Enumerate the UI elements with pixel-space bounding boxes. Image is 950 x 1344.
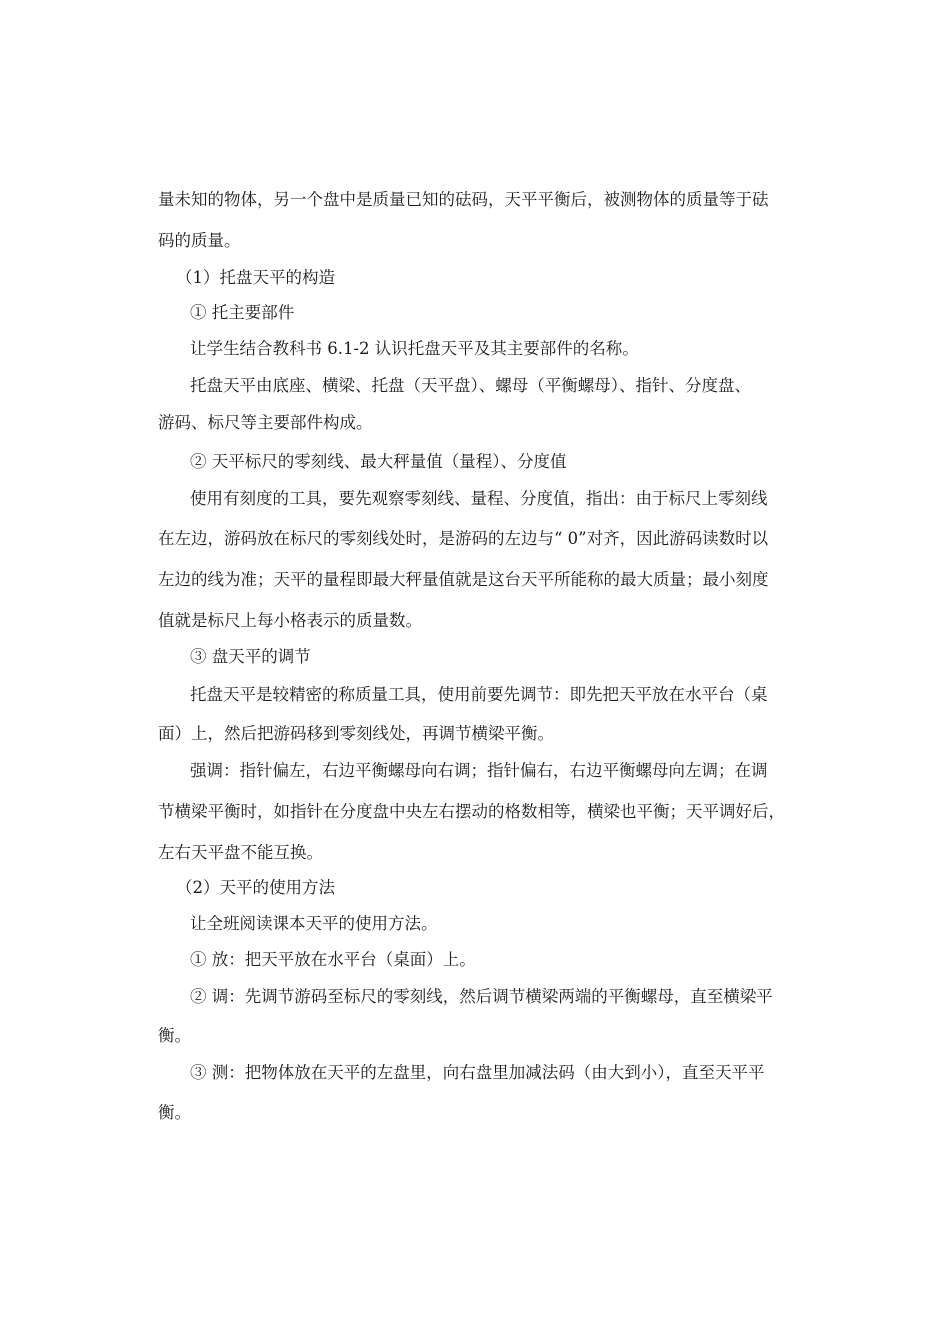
paragraph-line: 游码、标尺等主要部件构成。 <box>158 413 373 432</box>
paragraph-line: 左右天平盘不能互换。 <box>158 843 323 862</box>
paragraph-line: 量未知的物体，另一个盘中是质量已知的砝码，天平平衡后，被测物体的质量等于砝 <box>158 190 769 209</box>
subsection-heading: ② 天平标尺的零刻线、最大秤量值（量程）、分度值 <box>190 452 567 471</box>
paragraph-line: ① 放：把天平放在水平台（桌面）上。 <box>190 950 476 969</box>
paragraph-line: ② 调：先调节游码至标尺的零刻线，然后调节横梁两端的平衡螺母，直至横梁平 <box>190 987 773 1006</box>
paragraph-line: 托盘天平是较精密的称质量工具，使用前要先调节：即先把天平放在水平台（桌 <box>190 685 768 704</box>
paragraph-line: 衡。 <box>158 1103 191 1122</box>
subsection-heading: ① 托主要部件 <box>190 303 295 322</box>
paragraph-line: 值就是标尺上每小格表示的质量数。 <box>158 611 422 630</box>
section-heading: （1）托盘天平的构造 <box>176 268 335 287</box>
paragraph-line: 让全班阅读课本天平的使用方法。 <box>190 914 438 933</box>
paragraph-line: 使用有刻度的工具，要先观察零刻线、量程、分度值，指出：由于标尺上零刻线 <box>190 489 768 508</box>
paragraph-line: 节横梁平衡时，如指针在分度盘中央左右摆动的格数相等，横梁也平衡；天平调好后， <box>158 802 785 821</box>
paragraph-line: 衡。 <box>158 1026 191 1045</box>
paragraph-line: ③ 测：把物体放在天平的左盘里，向右盘里加减法码（由大到小），直至天平平 <box>190 1063 765 1082</box>
subsection-heading: ③ 盘天平的调节 <box>190 647 311 666</box>
paragraph-line: 让学生结合教科书 6.1-2 认识托盘天平及其主要部件的名称。 <box>190 339 639 358</box>
paragraph-line: 左边的线为准；天平的量程即最大秤量值就是这台天平所能称的最大质量；最小刻度 <box>158 570 769 589</box>
paragraph-line: 托盘天平由底座、横梁、托盘（天平盘）、螺母（平衡螺母）、指针、分度盘、 <box>190 376 751 395</box>
paragraph-line: 码的质量。 <box>158 231 241 250</box>
section-heading: （2）天平的使用方法 <box>176 878 335 897</box>
paragraph-line: 在左边，游码放在标尺的零刻线处时，是游码的左边与“ 0”对齐，因此游码读数时以 <box>158 529 769 548</box>
paragraph-line: 面）上，然后把游码移到零刻线处，再调节横梁平衡。 <box>158 724 554 743</box>
paragraph-line: 强调：指针偏左，右边平衡螺母向右调；指针偏右，右边平衡螺母向左调；在调 <box>190 761 768 780</box>
